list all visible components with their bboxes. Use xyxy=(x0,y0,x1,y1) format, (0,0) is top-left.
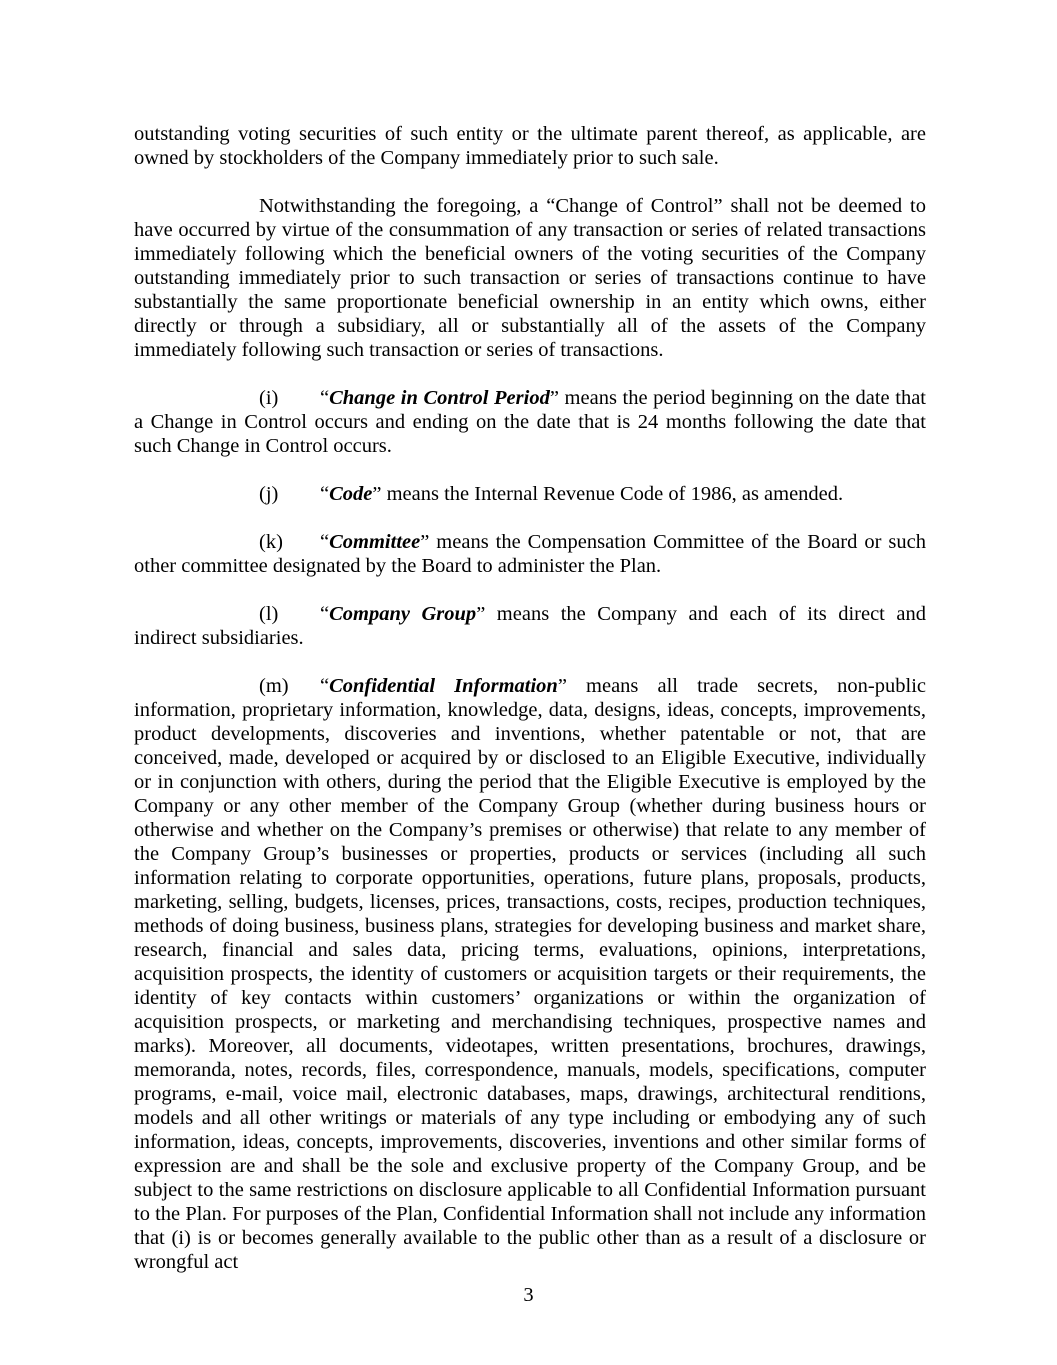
open-quote: “ xyxy=(320,483,330,505)
clause-letter: (k) xyxy=(259,531,283,553)
open-quote: “ xyxy=(320,603,330,625)
definition-change-in-control-period xyxy=(134,386,926,458)
clause-letter: (j) xyxy=(259,483,279,505)
body-text: ” means the period beginning on the date that a Change in Control occurs and ending on the date that is 24 months following the date that such Change in Control occurs. xyxy=(134,387,926,457)
paragraph-change-of-control-proviso xyxy=(134,194,926,362)
paragraph-sale-clause-continuation xyxy=(134,122,926,170)
open-quote: “ xyxy=(320,675,330,697)
open-quote: “ xyxy=(320,531,330,553)
body-text: ” means the Company and each of its direct and indirect subsidiaries. xyxy=(134,603,926,649)
defined-term: Company Group xyxy=(329,603,477,625)
body-text: outstanding voting securities of such entity or the ultimate parent thereof, as applicable, are owned by stockholders of the Company immediately prior to such sale. xyxy=(134,123,926,169)
clause-letter: (i) xyxy=(259,387,279,409)
definition-code xyxy=(134,482,926,506)
clause-letter: (l) xyxy=(259,603,279,625)
defined-term: Change in Control Period xyxy=(329,387,550,409)
definition-company-group xyxy=(134,602,926,650)
open-quote: “ xyxy=(320,387,330,409)
body-text: ” means all trade secrets, non-public information, proprietary information, knowledge, data, designs, ideas, concepts, improvements, product developments, discoveries and inventions, whether patentable or not, that are conceived, made, developed or acquired by or disclosed to an Eligible Executive, individually or in conjunction with others, during the period that the Eligible Executive is employed by the Company or any other member of the Company Group (whether during business hours or otherwise and whether on the Company’s premises or otherwise) that relate to any member of the Company Group’s businesses or properties, products or services (including all such information relating to corporate opportunities, operations, future plans, proposals, products, marketing, selling, budgets, licenses, prices, transactions, costs, recipes, production techniques, methods of doing business, business plans, strategies for developing business and market share, research, financial and sales data, pricing terms, evaluations, opinions, interpretations, acquisition prospects, the identity of customers or acquisition targets or their requirements, the identity of key contacts within customers’ organizations or within the organization of acquisition prospects, or marketing and merchandising techniques, prospective names and marks). Moreover, all documents, videotapes, written presentations, brochures, drawings, memoranda, notes, records, files, correspondence, manuals, models, specifications, computer programs, e-mail, voice mail, electronic databases, maps, drawings, architectural renditions, models and all other writings or materials of any type including or embodying any of such information, ideas, concepts, improvements, discoveries, inventions and other similar forms of expression are and shall be the sole and exclusive property of the Company Group, and be subject to the same restrictions on disclosure applicable to all Confidential Information pursuant to the Plan. For purposes of the Plan, Confidential Information shall not include any information that (i) is or becomes generally available to the public other than as a result of a disclosure or wrongful act xyxy=(134,675,926,1273)
clause-letter: (m) xyxy=(259,675,289,697)
defined-term: Confidential Information xyxy=(329,675,558,697)
defined-term: Code xyxy=(329,483,373,505)
document-body xyxy=(134,122,926,1274)
definition-confidential-information xyxy=(134,674,926,1274)
defined-term: Committee xyxy=(329,531,421,553)
definition-committee xyxy=(134,530,926,578)
body-text: ” means the Compensation Committee of the Board or such other committee designated by the Board to administer the Plan. xyxy=(134,531,926,577)
body-text: ” means the Internal Revenue Code of 1986, as amended. xyxy=(372,483,844,505)
page-number: 3 xyxy=(523,1284,534,1306)
body-text: Notwithstanding the foregoing, a “Change of Control” shall not be deemed to have occurred by virtue of the consummation of any transaction or series of related transactions immediately following which the beneficial owners of the voting securities of the Company outstanding immediately prior to such transaction or series of transactions continue to have substantially the same proportionate beneficial ownership in an entity which owns, either directly or through a subsidiary, all or substantially all of the assets of the Company immediately following such transaction or series of transactions. xyxy=(134,195,926,361)
